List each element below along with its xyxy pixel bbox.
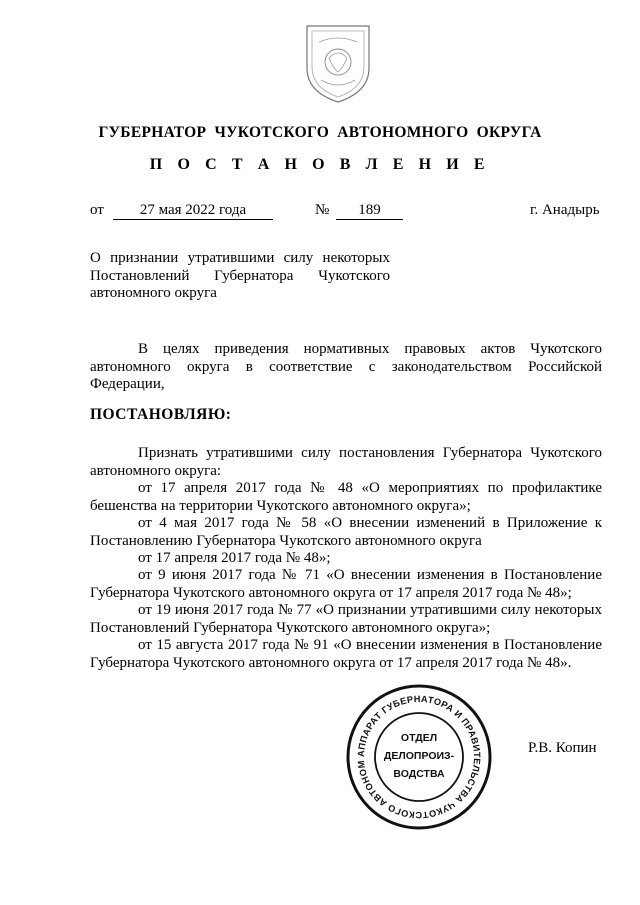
number-field bbox=[336, 202, 403, 220]
body-intro: Признать утратившими силу постановления Губернатора Чукотского автономного округа: bbox=[90, 445, 602, 479]
list-item: от 19 июня 2017 года № 77 «О признании утратившими силу некоторых Постановлений Губернатора Чукотского автономного округа»; bbox=[90, 602, 602, 636]
coat-of-arms-emblem bbox=[299, 20, 377, 106]
from-label: от bbox=[90, 202, 104, 218]
stamp-ring-text: АППАРАТ ГУБЕРНАТОРА И ПРАВИТЕЛЬСТВА ЧУКОТСКОГО АВТОНОМ bbox=[355, 693, 483, 821]
stamp-line-3: ВОДСТВА bbox=[393, 768, 445, 780]
number-value: 189 bbox=[336, 202, 403, 220]
document-type-title: П О С Т А Н О В Л Е Н И Е bbox=[149, 156, 491, 173]
date-value: 27 мая 2022 года bbox=[113, 202, 273, 220]
issuer-title: ГУБЕРНАТОР ЧУКОТСКОГО АВТОНОМНОГО ОКРУГА bbox=[98, 124, 542, 141]
list-item: от 17 апреля 2017 года № 48 «О мероприятиях по профилактике бешенства на территории Чукотского автономного округа»; bbox=[90, 480, 602, 514]
signatory-name: Р.В. Копин bbox=[528, 740, 597, 756]
place: г. Анадырь bbox=[530, 202, 600, 218]
list-item: от 4 мая 2017 года № 58 «О внесении изменений в Приложение к Постановлению Губернатора Чукотского автономного округа bbox=[90, 515, 602, 549]
stamp-line-2: ДЕЛОПРОИЗ- bbox=[383, 750, 455, 762]
number-label: № bbox=[315, 202, 330, 218]
date-field bbox=[113, 202, 273, 220]
office-stamp bbox=[345, 683, 493, 831]
preamble-paragraph: В целях приведения нормативных правовых актов Чукотского автономного округа в соответствие с законодательством Российской Федерации, bbox=[90, 341, 602, 393]
stamp-line-1: ОТДЕЛ bbox=[400, 732, 438, 744]
document-subject: О признании утратившими силу некоторых Постановлений Губернатора Чукотского автономного округа bbox=[90, 250, 390, 301]
list-item: от 15 августа 2017 года № 91 «О внесении изменения в Постановление Губернатора Чукотского автономного округа от 17 апреля 2017 года № 48». bbox=[90, 637, 602, 671]
decree-heading: ПОСТАНОВЛЯЮ: bbox=[90, 406, 232, 423]
list-item: от 17 апреля 2017 года № 48»; bbox=[138, 550, 331, 566]
list-item: от 9 июня 2017 года № 71 «О внесении изменения в Постановление Губернатора Чукотского автономного округа от 17 апреля 2017 года № 48»; bbox=[90, 567, 602, 601]
